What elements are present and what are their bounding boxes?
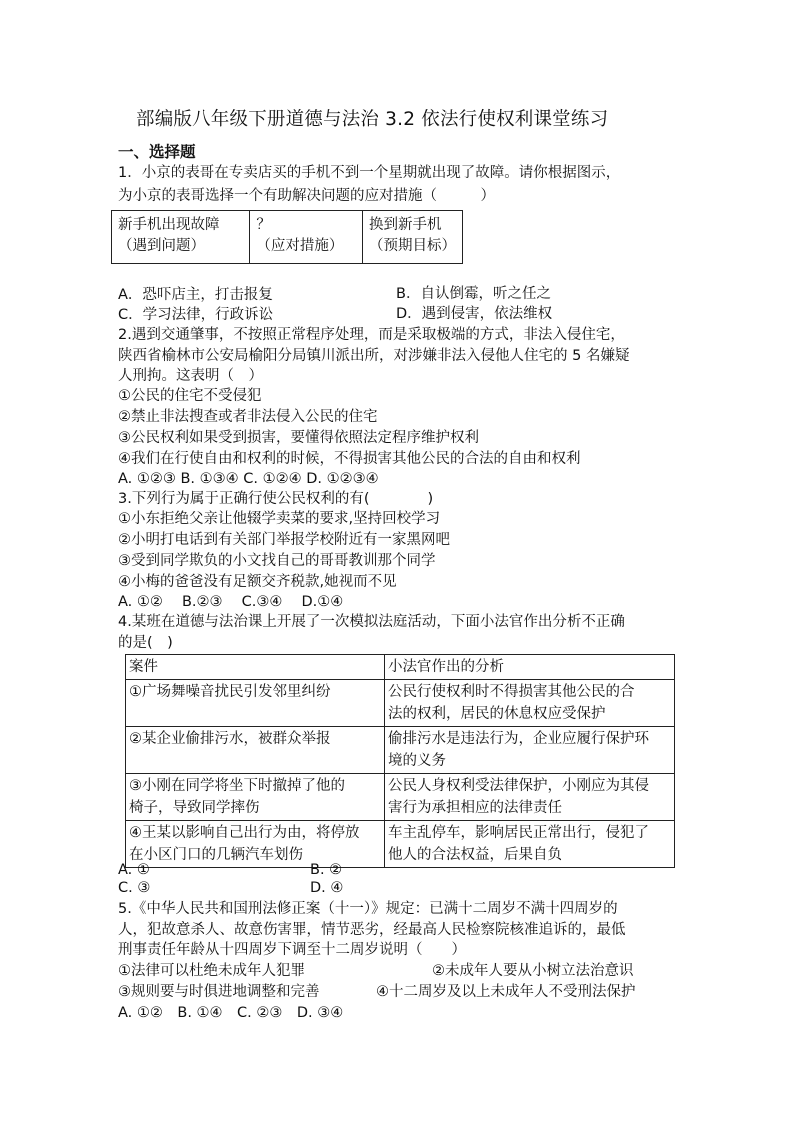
page-title: 部编版八年级下册道德与法治 3.2 依法行使权利课堂练习 xyxy=(136,109,609,130)
q1-flow-cell-goal xyxy=(363,211,463,264)
q4-option-a: A. ① xyxy=(118,862,150,878)
q4-stem-line-2: 的是( ) xyxy=(118,635,173,651)
q1-flow-cell-measure xyxy=(250,211,363,264)
q2-stem-line-3: 人刑拘。这表明（ ） xyxy=(118,368,263,384)
q1-flow-label: 换到新手机 xyxy=(369,217,442,233)
q5-item: ①法律可以杜绝未成年人犯罪 xyxy=(118,963,305,979)
table-row xyxy=(126,680,675,727)
analysis-text: 他人的合法权益，后果自负 xyxy=(388,847,562,863)
q1-flow-label: 新手机出现故障 xyxy=(118,217,220,233)
q4-option-b: B. ② xyxy=(310,862,343,878)
q1-option-a: A．恐吓店主，打击报复 xyxy=(118,287,273,303)
q4-option-d: D. ④ xyxy=(310,880,344,896)
table-header-row xyxy=(126,655,675,680)
analysis-cell xyxy=(385,727,675,774)
analysis-text: 境的义务 xyxy=(388,753,446,769)
case-cell xyxy=(126,821,385,868)
q1-option-c: C．学习法律，行政诉讼 xyxy=(118,307,274,323)
case-text: ②某企业偷排污水，被群众举报 xyxy=(129,731,331,747)
q1-flow-sub: （遇到问题） xyxy=(118,238,205,254)
analysis-text: 害行为承担相应的法律责任 xyxy=(388,800,562,816)
q1-flow-sub: （预期目标） xyxy=(369,238,456,254)
q1-option-b: B．自认倒霉，听之任之 xyxy=(396,286,551,302)
analysis-text: 公民人身权利受法律保护，小刚应为其侵 xyxy=(388,778,649,794)
q1-flow-cell-problem xyxy=(112,211,250,264)
q1-option-d: D．遇到侵害，依法维权 xyxy=(396,306,553,322)
q4-option-c: C. ③ xyxy=(118,880,151,896)
table-row xyxy=(126,727,675,774)
analysis-text: 公民行使权利时不得损害其他公民的合 xyxy=(388,684,635,700)
q5-options: A. ①② B. ①④ C. ②③ D. ③④ xyxy=(118,1005,344,1021)
q2-item: ①公民的住宅不受侵犯 xyxy=(118,388,262,404)
q3-item: ②小明打电话到有关部门举报学校附近有一家黑网吧 xyxy=(118,532,450,548)
case-text: ①广场舞噪音扰民引发邻里纠纷 xyxy=(129,684,331,700)
q1-flow-table xyxy=(111,210,463,264)
q3-item: ①小东拒绝父亲让他辍学卖菜的要求,坚持回校学习 xyxy=(118,511,441,527)
q3-item: ③受到同学欺负的小文找自己的哥哥教训那个同学 xyxy=(118,553,436,569)
q1-flow-sub: （应对措施） xyxy=(256,238,344,254)
case-cell xyxy=(126,680,385,727)
analysis-cell xyxy=(385,821,675,868)
q2-options: A. ①②③ B. ①③④ C. ①②④ D. ①②③④ xyxy=(118,471,379,487)
q2-item: ②禁止非法搜查或者非法侵入公民的住宅 xyxy=(118,409,378,425)
q2-stem-line-2: 陕西省榆林市公安局榆阳分局镇川派出所，对涉嫌非法入侵他人住宅的 5 名嫌疑 xyxy=(118,348,630,364)
q5-item: ③规则要与时俱进地调整和完善 xyxy=(118,984,320,1000)
section-heading: 一、选择题 xyxy=(118,143,196,161)
q5-item: ②未成年人要从小树立法治意识 xyxy=(432,963,634,979)
case-text: ③小刚在同学将坐下时撤掉了他的 xyxy=(129,778,345,794)
q1-stem-line-2: 为小京的表哥选择一个有助解决问题的应对措施（ ） xyxy=(118,188,495,204)
q3-stem: 3.下列行为属于正确行使公民权利的有( ) xyxy=(118,491,434,507)
analysis-text: 法的权利，居民的休息权应受保护 xyxy=(388,706,606,722)
table-row xyxy=(126,774,675,821)
case-text: 椅子，导致同学摔伤 xyxy=(129,800,260,816)
q3-item: ④小梅的爸爸没有足额交齐税款,她视而不见 xyxy=(118,574,397,590)
q4-stem-line-1: 4.某班在道德与法治课上开展了一次模拟法庭活动，下面小法官作出分析不正确 xyxy=(118,614,625,630)
analysis-text: 车主乱停车，影响居民正常出行，侵犯了 xyxy=(388,825,649,841)
q3-options: A. ①② B.②③ C.③④ D.①④ xyxy=(118,594,344,610)
q5-stem-line-1: 5.《中华人民共和国刑法修正案（十一）》规定：已满十二周岁不满十四周岁的 xyxy=(118,901,618,917)
table-row xyxy=(126,821,675,868)
case-text: 在小区门口的几辆汽车划伤 xyxy=(129,847,303,863)
q5-stem-line-3: 刑事责任年龄从十四周岁下调至十二周岁说明（ ） xyxy=(118,942,466,958)
table-header-case: 案件 xyxy=(126,655,385,680)
case-cell xyxy=(126,727,385,774)
case-cell xyxy=(126,774,385,821)
analysis-text: 偷排污水是违法行为，企业应履行保护环 xyxy=(388,731,649,747)
analysis-cell xyxy=(385,774,675,821)
q4-case-table xyxy=(125,654,675,868)
q1-stem-line-1: 1．小京的表哥在专卖店买的手机不到一个星期就出现了故障。请你根据图示， xyxy=(118,165,621,181)
analysis-cell xyxy=(385,680,675,727)
q2-stem-line-1: 2.遇到交通肇事，不按照正常程序处理，而是采取极端的方式，非法入侵住宅， xyxy=(118,327,625,343)
table-header-analysis: 小法官作出的分析 xyxy=(385,655,675,680)
q2-item: ④我们在行使自由和权利的时候，不得损害其他公民的合法的自由和权利 xyxy=(118,451,581,467)
case-text: ④王某以影响自己出行为由，将停放 xyxy=(129,825,360,841)
q5-stem-line-2: 人，犯故意杀人、故意伤害罪，情节恶劣，经最高人民检察院核准追诉的，最低 xyxy=(118,922,626,938)
q1-flow-label: ？ xyxy=(256,217,271,233)
q2-item: ③公民权利如果受到损害，要懂得依照法定程序维护权利 xyxy=(118,430,479,446)
q5-item: ④十二周岁及以上未成年人不受刑法保护 xyxy=(376,984,636,1000)
